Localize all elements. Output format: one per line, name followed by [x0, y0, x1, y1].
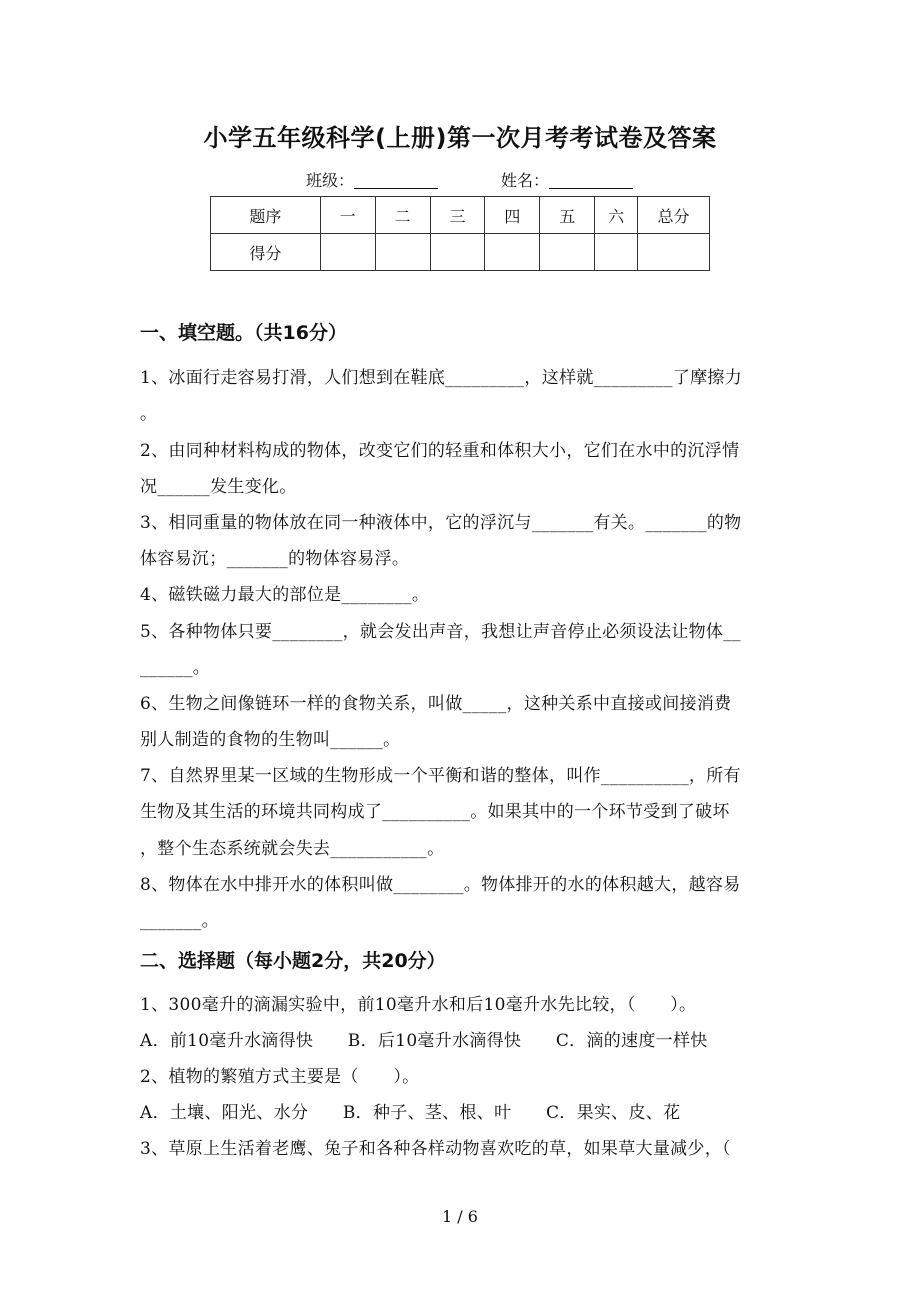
page-number: 1 / 6 — [442, 1207, 478, 1226]
name-label: 姓名： — [501, 171, 550, 190]
question-line: 。 — [140, 404, 158, 424]
question-line: ，整个生态系统就会失去___________。 — [140, 839, 445, 859]
score-table-row — [211, 234, 710, 271]
score-header-cell: 题序 — [211, 197, 321, 234]
section-heading-choice: 二、选择题（每小题2分，共20分） — [140, 950, 446, 972]
score-cell[interactable] — [540, 234, 595, 271]
class-blank[interactable] — [354, 172, 438, 189]
score-table-header-row — [211, 197, 710, 234]
page-title: 小学五年级科学(上册)第一次月考考试卷及答案 — [203, 124, 717, 152]
question-line: 1、300毫升的滴漏实验中，前10毫升水和后10毫升水先比较，（ ）。 — [140, 995, 697, 1015]
question-line: 3、相同重量的物体放在同一种液体中，它的浮沉与_______有关。_______的物 — [140, 513, 742, 533]
score-cell[interactable] — [430, 234, 485, 271]
question-line: 2、植物的繁殖方式主要是（ ）。 — [140, 1067, 420, 1087]
score-header-cell: 五 — [540, 197, 595, 234]
score-cell[interactable] — [375, 234, 430, 271]
score-row-label: 得分 — [211, 234, 321, 271]
score-cell[interactable] — [638, 234, 710, 271]
score-header-cell: 六 — [595, 197, 638, 234]
question-line: 别人制造的食物的生物叫______。 — [140, 730, 401, 750]
score-cell[interactable] — [320, 234, 375, 271]
score-table — [210, 196, 710, 271]
score-header-cell: 总分 — [638, 197, 710, 234]
choice-options-line: A．前10毫升水滴得快 B．后10毫升水滴得快 C．滴的速度一样快 — [140, 1031, 708, 1051]
question-line: 6、生物之间像链环一样的食物关系，叫做_____，这种关系中直接或间接消费 — [140, 694, 732, 714]
class-label: 班级： — [306, 171, 355, 190]
class-field — [306, 168, 438, 191]
question-line: 体容易沉；_______的物体容易浮。 — [140, 549, 410, 569]
question-line: 7、自然界里某一区域的生物形成一个平衡和谐的整体，叫作__________，所有 — [140, 766, 741, 786]
question-line: _______。 — [140, 911, 219, 931]
score-header-cell: 二 — [375, 197, 430, 234]
question-line: ______。 — [140, 658, 211, 678]
question-line: 5、各种物体只要________，就会发出声音，我想让声音停止必须设法让物体__ — [140, 622, 741, 642]
question-line: 2、由同种材料构成的物体，改变它们的轻重和体积大小，它们在水中的沉浮情 — [140, 441, 740, 461]
question-line: 8、物体在水中排开水的体积叫做________。物体排开的水的体积越大，越容易 — [140, 875, 741, 895]
score-header-cell: 一 — [320, 197, 375, 234]
question-line: 4、磁铁磁力最大的部位是________。 — [140, 585, 430, 605]
question-line: 1、冰面行走容易打滑，人们想到在鞋底_________，这样就_________了摩擦力 — [140, 368, 743, 388]
name-blank[interactable] — [549, 172, 633, 189]
question-line: 3、草原上生活着老鹰、兔子和各种各样动物喜欢吃的草，如果草大量减少，（ — [140, 1139, 731, 1159]
score-cell[interactable] — [595, 234, 638, 271]
name-field — [501, 168, 633, 191]
section-heading-fill-in: 一、填空题。（共16分） — [140, 322, 347, 344]
score-header-cell: 四 — [485, 197, 540, 234]
score-header-cell: 三 — [430, 197, 485, 234]
choice-options-line: A．土壤、阳光、水分 B．种子、茎、根、叶 C．果实、皮、花 — [140, 1103, 681, 1123]
question-line: 况______发生变化。 — [140, 477, 297, 497]
score-cell[interactable] — [485, 234, 540, 271]
question-line: 生物及其生活的环境共同构成了__________。如果其中的一个环节受到了破坏 — [140, 802, 730, 822]
